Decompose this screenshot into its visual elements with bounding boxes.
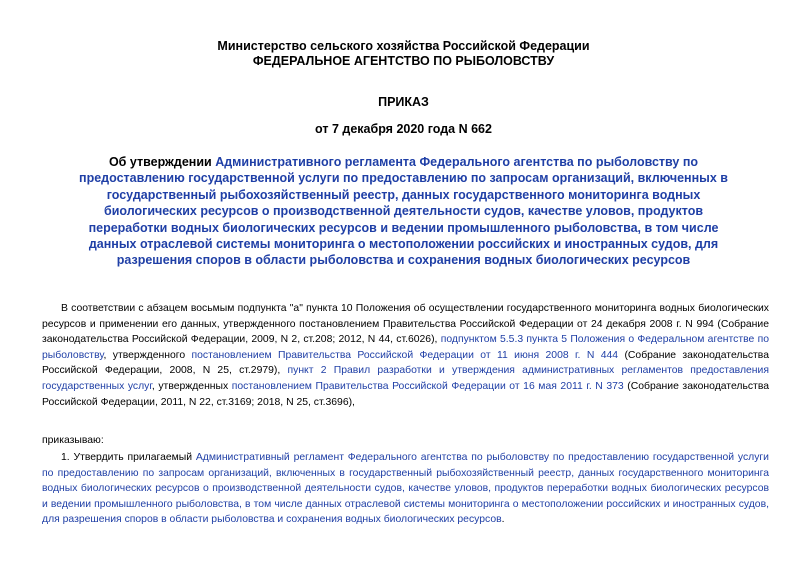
preamble-text-5: (Собрание законодательства Российской Федерации, 2011, N 22, ст.3169; 2018, N 25, ст.3696), bbox=[42, 380, 769, 408]
link-government-decree-444[interactable]: постановлением Правительства Российской Федерации от 11 июня 2008 г. N 444 bbox=[191, 349, 619, 361]
order-word: приказываю: bbox=[42, 435, 104, 446]
link-regulation-clause[interactable]: подпунктом 5.5.3 пункта 5 Положения о Федеральном агентстве по рыболовству bbox=[42, 334, 769, 361]
document-type: ПРИКАЗ bbox=[378, 95, 429, 109]
preamble-text-1: В соответствии с абзацем восьмым подпункта "а" пункта 10 Положения об осуществлении государственного мониторинга водных биологических ресурсов и применении его данных, утвержденного постановлением Правительства Российской Федерации от 24 декабря 2008 г. N 994 (Собрание законодательства Российской Федерации, 2009, N 2, ст.208; 2012, N 44, ст.6026), bbox=[42, 303, 769, 346]
document-title bbox=[70, 154, 737, 269]
preamble-paragraph bbox=[42, 301, 769, 410]
preamble-text-3: (Собрание законодательства Российской Федерации, 2008, N 25, ст.2979), bbox=[42, 349, 769, 377]
link-rules-clause-2[interactable]: пункт 2 Правил разработки и утверждения административных регламентов предоставления государственных услуг bbox=[42, 365, 769, 392]
ministry-name: Министерство сельского хозяйства Российской Федерации bbox=[217, 39, 590, 53]
clause-1-text: 1. Утвердить прилагаемый bbox=[61, 452, 196, 463]
preamble-text-4: , утвержденных bbox=[151, 380, 232, 392]
title-prefix: Об утверждении bbox=[108, 155, 216, 169]
preamble-text-2: , утвержденного bbox=[103, 349, 192, 361]
link-administrative-regulation[interactable]: Административный регламент Федерального агентства по рыболовству по предоставлению государственной услуги по предоставлению по запросам организаций, включенных в государственный рыбохозяйственный реестр, данных государственного мониторинга водных биологических ресурсов о производственной деятельности судов, качестве уловов, продуктов переработки водных биологических ресурсов и ведении промышленного рыболовства, в том числе данных отраслевой системы мониторинга о местоположении российских и иностранных судов, для разрешения споров в области рыболовства и сохранения водных биологических ресурсов bbox=[42, 452, 769, 526]
title-regulation-link[interactable]: Административного регламента Федерального агентства по рыболовству по предоставлению государственной услуги по предоставлению по запросам организаций, включенных в государственный рыбохозяйственный реестр, данных государственного мониторинга водных биологических ресурсов о производственной деятельности судов, качестве уловов, продуктов переработки водных биологических ресурсов и ведении промышленного рыболовства, в том числе данных отраслевой системы мониторинга о местоположении российских и иностранных судов, для разрешения споров в области рыболовства и сохранения водных биологических ресурсов bbox=[79, 155, 728, 268]
agency-name: ФЕДЕРАЛЬНОЕ АГЕНТСТВО ПО РЫБОЛОВСТВУ bbox=[252, 54, 555, 68]
clause-1-end: . bbox=[501, 514, 505, 526]
document-date-number: от 7 декабря 2020 года N 662 bbox=[315, 122, 492, 136]
clause-1-paragraph bbox=[42, 450, 769, 528]
link-government-decree-373[interactable]: постановлением Правительства Российской Федерации от 16 мая 2011 г. N 373 bbox=[231, 380, 624, 392]
